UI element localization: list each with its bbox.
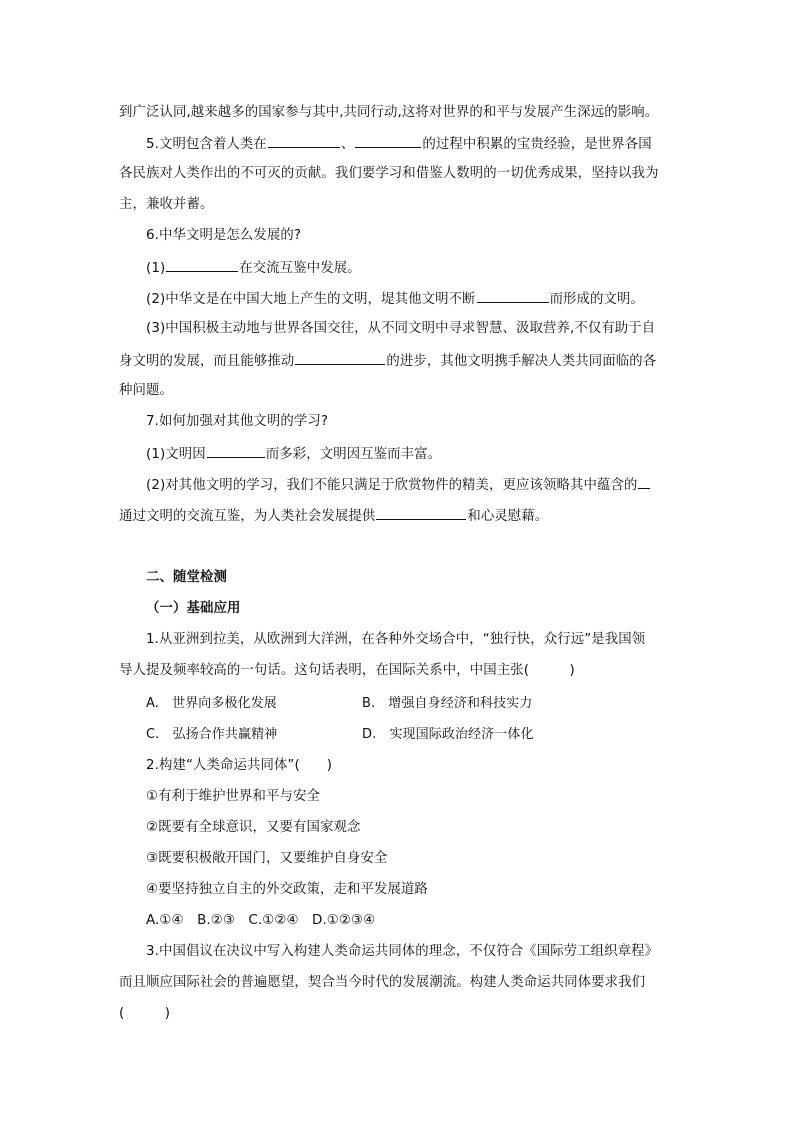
fill-blank[interactable]: [166, 258, 238, 272]
text-span: ③既要积极敞开国门，又要维护自身安全: [146, 851, 388, 866]
text-span: 的进步，其他文明携手解决人类共同面临的各: [386, 354, 657, 369]
text-span: B. 增强自身经济和科技实力: [362, 696, 533, 711]
question-2-statement-3: [146, 850, 387, 868]
text-span: 、: [340, 137, 355, 152]
text-span: 而多彩，文明因互鉴而丰富。: [265, 447, 442, 462]
text-span: (2)对其他文明的学习，我们不能只满足于欣赏物件的精美，更应该领略其中蕴含的: [146, 478, 638, 493]
text-span: ①有利于维护世界和平与安全: [146, 789, 320, 804]
text-span: 主，兼收并蓄。: [119, 197, 214, 212]
question-6-item-3: [146, 320, 655, 338]
text-span: 身文明的发展，而且能够推动: [119, 354, 295, 369]
text-span: 5.文明包含着人类在: [146, 137, 267, 152]
text-span: (1): [146, 261, 166, 276]
text-span: 种问题。: [119, 383, 173, 398]
text-span: (3)中国积极主动地与世界各国交往，从不同文明中寻求智慧、汲取营养,不仅有助于自: [146, 321, 656, 336]
text-span: (1)文明因: [146, 447, 206, 462]
text-span: 3.中国倡议在决议中写入构建人类命运共同体的理念，不仅符合《国际劳工组织章程》: [146, 944, 659, 959]
text-span: C. 弘扬合作共赢精神: [146, 727, 278, 742]
text-span: 6.中华文明是怎么发展的?: [146, 228, 302, 243]
text-span: 各民族对人类作出的不可灭的贡献。我们要学习和借鉴人数明的一切优秀成果，坚持以我为: [119, 166, 659, 181]
question-7-item-2: [146, 475, 651, 495]
section-title: [146, 569, 227, 587]
text-span: （一）基础应用: [146, 601, 241, 616]
text-line: [119, 165, 659, 183]
text-span: 导人提及频率较高的一句话。这句话表明，在国际关系中，中国主张( ): [119, 663, 575, 678]
text-line: [119, 104, 658, 122]
text-span: 的过程中积累的宝贵经验，是世界各国: [422, 137, 652, 152]
question-1-stem: [146, 631, 645, 649]
fill-blank[interactable]: [295, 351, 385, 365]
fill-blank[interactable]: [355, 134, 421, 148]
text-span: (2)中华文是在中国大地上产生的文明，堤其他文明不断: [146, 292, 476, 307]
question-6-item-2: [146, 289, 644, 309]
text-span: 2.构建“人类命运共同体”( ): [146, 758, 333, 773]
text-span: 7.如何加强对其他文明的学习?: [146, 414, 329, 429]
text-span: 在交流互鉴中发展。: [239, 261, 361, 276]
text-line: [119, 351, 656, 371]
text-line: [119, 382, 173, 400]
section-subtitle: [146, 600, 240, 618]
fill-blank[interactable]: [477, 289, 549, 303]
question-3-stem-cont: [119, 974, 645, 992]
question-7-item-1: [146, 444, 441, 464]
question-2-statement-2: [146, 819, 360, 837]
question-2-statement-1: [146, 788, 320, 806]
question-2-statement-4: [146, 881, 428, 899]
text-span: ②既要有全球意识，又要有国家观念: [146, 820, 361, 835]
question-1-stem-cont: [119, 662, 575, 680]
text-span: 通过文明的交流互鉴，为人类社会发展提供: [119, 509, 376, 524]
text-span: 而形成的文明。: [549, 292, 644, 307]
option-d[interactable]: [362, 726, 534, 744]
fill-blank[interactable]: [268, 134, 340, 148]
option-a[interactable]: [146, 695, 277, 713]
question-6-item-1: [146, 258, 361, 278]
text-span: 而且顺应国际社会的普遍愿望，契合当今时代的发展潮流。构建人类命运共同体要求我们: [119, 975, 646, 990]
text-span: A.①④ B.②③ C.①②④ D.①②③④: [146, 913, 376, 928]
text-span: ④要坚持独立自主的外交政策，走和平发展道路: [146, 882, 428, 897]
text-span: 和心灵慰藉。: [467, 509, 549, 524]
text-line: [119, 506, 548, 526]
text-line: [119, 196, 213, 214]
text-span: A. 世界向多极化发展: [146, 696, 277, 711]
question-2-stem: [146, 757, 332, 775]
text-span: 二、随堂检测: [146, 570, 227, 585]
question-6-line: [146, 227, 301, 245]
fill-blank[interactable]: [207, 444, 265, 458]
question-7-line: [146, 413, 328, 431]
text-span: 到广泛认同,越来越多的国家参与其中,共同行动,这将对世界的和平与发展产生深远的影响。: [119, 105, 659, 120]
question-3-stem: [146, 943, 658, 961]
question-5-line: [146, 134, 652, 154]
question-2-options[interactable]: [146, 912, 375, 930]
text-span: ( ): [119, 1006, 171, 1021]
fill-blank[interactable]: [376, 506, 466, 520]
option-b[interactable]: [362, 695, 532, 713]
option-c[interactable]: [146, 726, 277, 744]
text-span: 1.从亚洲到拉美，从欧洲到大洋洲，在各种外交场合中，“独行快，众行远”是我国领: [146, 632, 646, 647]
fill-blank[interactable]: [638, 475, 650, 489]
text-span: D. 实现国际政治经济一体化: [362, 727, 534, 742]
answer-parentheses[interactable]: [119, 1005, 170, 1023]
